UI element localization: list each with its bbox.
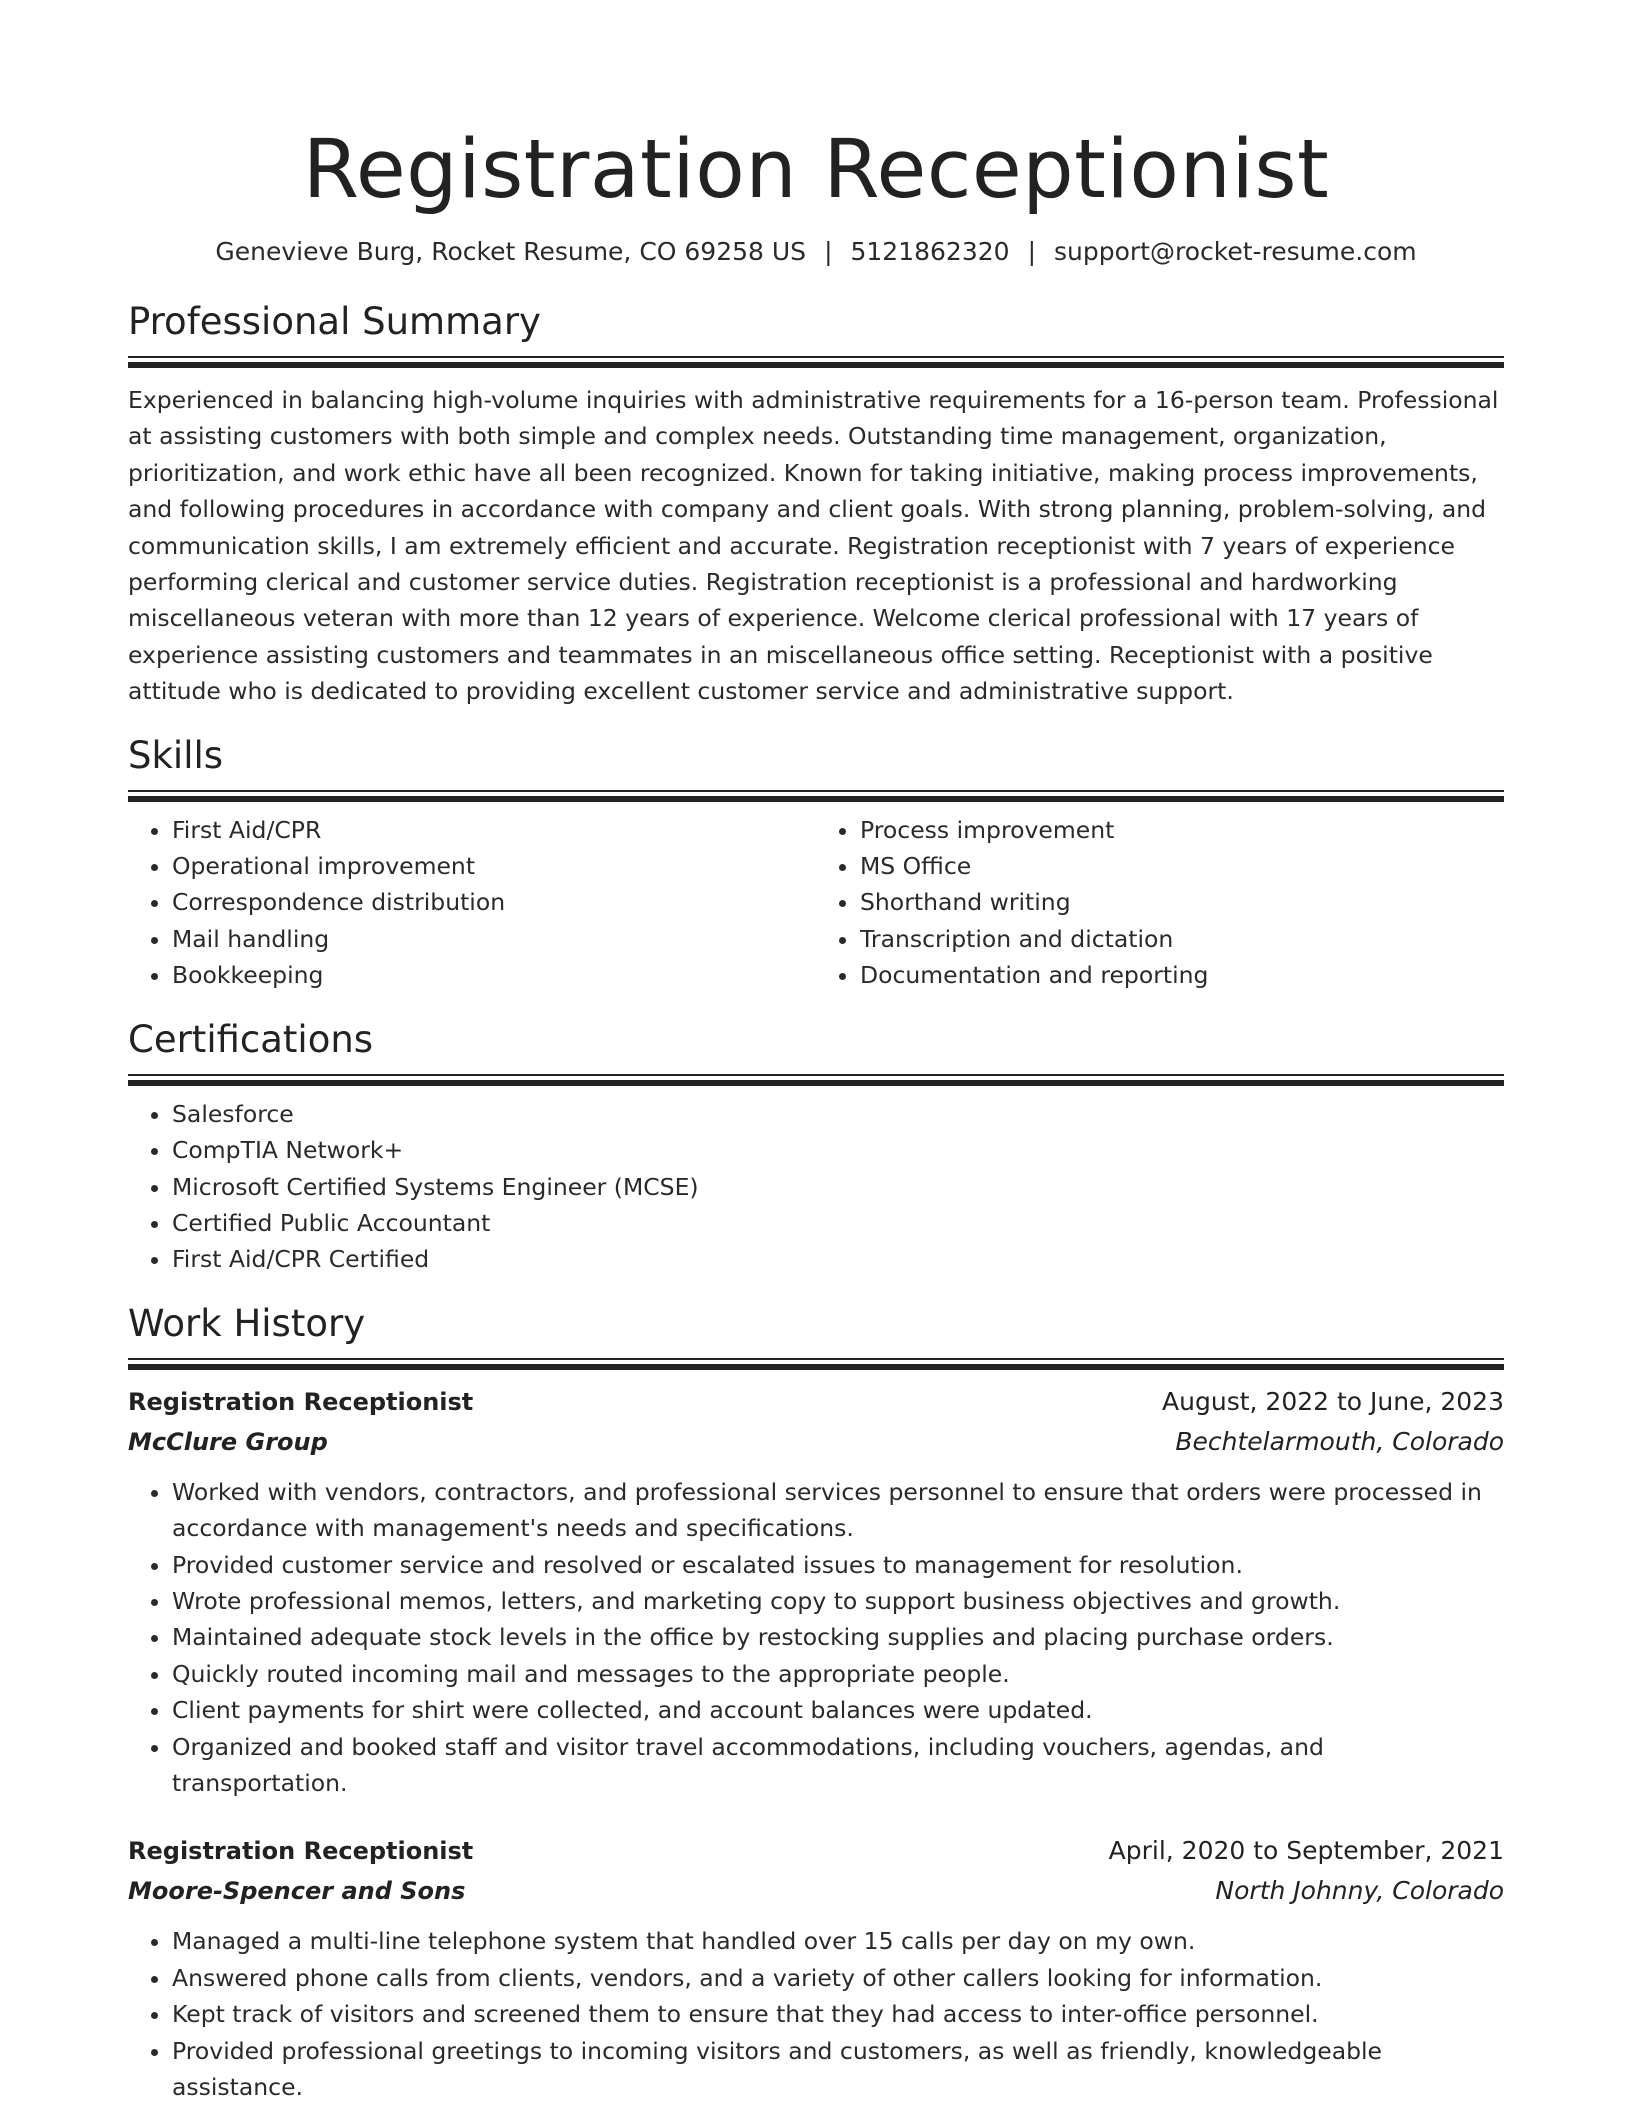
job-location: Bechtelarmouth, Colorado	[1175, 1426, 1504, 1456]
section-divider	[128, 1074, 1504, 1086]
skill-item: • MS Office	[860, 848, 1504, 884]
job-bullet: • Managed a multi-line telephone system that handled over 15 calls per day on my own.	[172, 1923, 1504, 1959]
summary-section	[128, 298, 1504, 710]
skill-item: • Operational improvement	[172, 848, 816, 884]
job-bullets	[128, 1923, 1504, 2105]
work-history-section	[128, 1300, 1504, 2106]
job-bullets	[128, 1474, 1504, 1802]
summary-text: Experienced in balancing high-volume inquiries with administrative requirements for a 16-person team. Professional at assisting customers with both simple and complex needs. Outstanding time management, organization, prioritization, and work ethic have all been recognized. Known for taking initiative, making process improvements, and following procedures in accordance with company and client goals. With strong planning, problem-solving, and communication skills, I am extremely efficient and accurate. Registration receptionist with 7 years of experience performing clerical and customer service duties. Registration receptionist is a professional and hardworking miscellaneous veteran with more than 12 years of experience. Welcome clerical professional with 17 years of experience assisting customers and teammates in an miscellaneous office setting. Receptionist with a positive attitude who is dedicated to providing excellent customer service and administrative support.	[128, 386, 1499, 706]
job-bullet: • Provided customer service and resolved or escalated issues to management for resolution.	[172, 1547, 1504, 1583]
job-bullet: • Wrote professional memos, letters, and marketing copy to support business objectives and growth.	[172, 1583, 1504, 1619]
job-title: Registration Receptionist	[128, 1387, 474, 1416]
section-divider	[128, 1358, 1504, 1370]
job-company: McClure Group	[128, 1427, 328, 1456]
job-header-row	[128, 1831, 1504, 1871]
job-bullet: • Maintained adequate stock levels in the office by restocking supplies and placing purchase orders.	[172, 1619, 1504, 1655]
job-title: Registration Receptionist	[128, 1837, 474, 1866]
certifications-section	[128, 1016, 1504, 1278]
job-entry	[128, 1831, 1504, 2105]
contact-address: Genevieve Burg, Rocket Resume, CO 69258 US	[215, 237, 807, 266]
resume-page	[128, 0, 1504, 2105]
skill-item: • Transcription and dictation	[860, 921, 1504, 957]
job-bullet: • Answered phone calls from clients, vendors, and a variety of other callers looking for information.	[172, 1960, 1504, 1996]
certification-item: • CompTIA Network+	[172, 1132, 1504, 1168]
skills-columns	[128, 802, 1504, 994]
resume-title: Registration Receptionist	[302, 123, 1330, 217]
skills-heading: Skills	[128, 733, 224, 777]
skill-item: • Correspondence distribution	[172, 884, 816, 920]
skill-item: • Bookkeeping	[172, 957, 816, 993]
job-dates: April, 2020 to September, 2021	[1108, 1836, 1504, 1866]
job-bullet: • Kept track of visitors and screened them to ensure that they had access to inter-office personnel.	[172, 1996, 1504, 2032]
skill-item: • Mail handling	[172, 921, 816, 957]
certification-item: • Certified Public Accountant	[172, 1205, 1504, 1241]
contact-separator: |	[824, 237, 833, 266]
skills-section	[128, 732, 1504, 994]
job-bullet: • Organized and booked staff and visitor travel accommodations, including vouchers, agendas, and transportation.	[172, 1729, 1504, 1802]
job-bullet: • Provided professional greetings to incoming visitors and customers, as well as friendly, knowledgeable assistance.	[172, 2033, 1504, 2106]
job-bullet: • Worked with vendors, contractors, and professional services personnel to ensure that orders were processed in accordance with management's needs and specifications.	[172, 1474, 1504, 1547]
certification-item: • Salesforce	[172, 1096, 1504, 1132]
job-location: North Johnny, Colorado	[1215, 1876, 1504, 1906]
job-company-row	[128, 1871, 1504, 1911]
certification-item: • Microsoft Certified Systems Engineer (MCSE)	[172, 1169, 1504, 1205]
skill-item: • Shorthand writing	[860, 884, 1504, 920]
job-bullet: • Client payments for shirt were collected, and account balances were updated.	[172, 1692, 1504, 1728]
job-bullet: • Quickly routed incoming mail and messages to the appropriate people.	[172, 1656, 1504, 1692]
contact-separator: |	[1027, 237, 1036, 266]
summary-heading: Professional Summary	[128, 300, 541, 343]
skill-item: • Process improvement	[860, 812, 1504, 848]
job-entry	[128, 1382, 1504, 1802]
skill-item: • Documentation and reporting	[860, 957, 1504, 993]
job-header-row	[128, 1382, 1504, 1422]
skills-list-right	[816, 812, 1504, 994]
contact-phone: 5121862320	[850, 237, 1010, 266]
section-divider	[128, 790, 1504, 802]
job-company: Moore-Spencer and Sons	[128, 1877, 466, 1906]
contact-email[interactable]: support@rocket-resume.com	[1054, 237, 1417, 266]
certification-item: • First Aid/CPR Certified	[172, 1241, 1504, 1277]
certifications-list	[128, 1096, 1504, 1278]
skills-list-left	[128, 812, 816, 994]
job-company-row	[128, 1422, 1504, 1462]
certifications-heading: Certifications	[128, 1017, 374, 1061]
skill-item: • First Aid/CPR	[172, 812, 816, 848]
work-history-heading: Work History	[128, 1301, 366, 1345]
job-dates: August, 2022 to June, 2023	[1162, 1386, 1504, 1416]
section-divider	[128, 356, 1504, 368]
contact-line	[128, 234, 1504, 270]
